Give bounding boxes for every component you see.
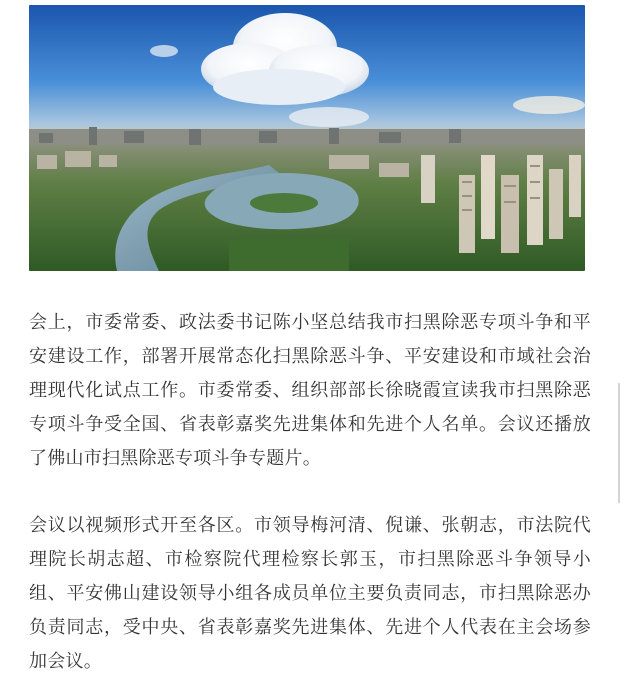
article-paragraph-2: 会议以视频形式开至各区。市领导梅河清、倪谦、张朝志，市法院代理院长胡志超、市检察院代理检察长郭玉，市扫黑除恶斗争领导小组、平安佛山建设领导小组各成员单位主要负责同志，市扫黑除恶办负责同志，受中央、省表彰嘉奖先进集体、先进个人代表在主会场参加会议。 <box>29 515 591 672</box>
hero-image <box>29 5 585 271</box>
city-aerial-photo <box>29 5 585 271</box>
article-paragraph-1: 会上，市委常委、政法委书记陈小坚总结我市扫黑除恶专项斗争和平安建设工作，部署开展常态化扫黑除恶斗争、平安建设和市域社会治理现代化试点工作。市委常委、组织部部长徐晓霞宣读我市扫黑除恶专项斗争受全国、省表彰嘉奖先进集体和先进个人名单。会议还播放了佛山市扫黑除恶专项斗争专题片。 <box>29 312 591 469</box>
